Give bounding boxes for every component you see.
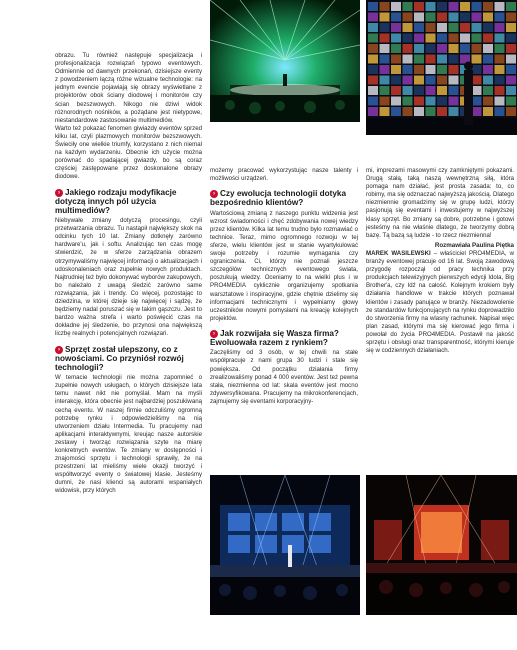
author-bio — [366, 250, 514, 355]
video-wall-tile — [437, 97, 447, 106]
video-wall-tile — [437, 86, 447, 95]
video-wall-tile — [414, 13, 424, 22]
video-wall-tile — [426, 23, 436, 32]
video-wall-tile — [403, 76, 413, 85]
video-wall-tile — [380, 97, 390, 106]
video-wall-tile — [495, 23, 505, 32]
video-wall-tile — [380, 44, 390, 53]
video-wall-tile — [483, 97, 493, 106]
video-wall-tile — [414, 44, 424, 53]
video-wall-tile — [380, 76, 390, 85]
video-wall-tile — [437, 65, 447, 74]
question-heading: › Sprzęt został ulepszony, co z nowościami. Co przyniósł rozwój technologii? — [55, 344, 184, 372]
paragraph: Warto też pokazać fenomen giwiazdy eventów sprzed kilku lat, czyli plazmowych monitorów bezszwowych. Świeciły one wielkie triumfy, korzystano z nich niemal na każdym wydarzeniu. Obecnie ich użycie można porównać do spadającej gwiazdy, bo są coraz częściej zastępowane przez doskonalone obrazy diodowe. — [55, 124, 202, 181]
video-wall-tile — [368, 34, 378, 43]
video-wall-tile — [460, 34, 470, 43]
video-wall-tile — [414, 76, 424, 85]
video-wall-tile — [380, 23, 390, 32]
video-wall-tile — [391, 97, 401, 106]
video-wall-tile — [495, 34, 505, 43]
video-wall-tile — [414, 97, 424, 106]
column-3 — [366, 167, 514, 355]
video-wall-tile — [495, 97, 505, 106]
video-wall-tile — [414, 65, 424, 74]
video-wall-tile — [391, 55, 401, 64]
video-wall-tile — [483, 55, 493, 64]
video-wall-tile — [368, 65, 378, 74]
video-wall-tile — [391, 76, 401, 85]
paragraph: możemy pracować wykorzystując nasze talenty i możliwości urządzeń. — [210, 167, 358, 183]
video-wall-tile — [437, 13, 447, 22]
video-wall-tile — [403, 34, 413, 43]
video-wall-tile — [380, 34, 390, 43]
video-wall-tile — [403, 86, 413, 95]
video-wall-tile — [472, 13, 482, 22]
video-wall-tile — [414, 23, 424, 32]
person-silhouette — [464, 70, 473, 125]
video-wall-tile — [449, 65, 459, 74]
video-wall-tile — [426, 76, 436, 85]
video-wall-tile — [426, 2, 436, 11]
video-wall-tile — [449, 76, 459, 85]
video-wall-tile — [426, 65, 436, 74]
video-wall-tile — [380, 55, 390, 64]
video-wall-tile — [472, 34, 482, 43]
video-wall-tile — [506, 107, 516, 116]
video-wall-tile — [368, 13, 378, 22]
paragraph: Zaczęliśmy od 3 osób, w tej chwili na stałe współpracuje z nami grupa 30 ludzi i stale się powiększa. Od początku działania firmy zrealizowaliśmy ponad 4 000 eventów. Jest też pewna stała, niezmienna od lat: skala eventów jest mocno zdywersyfikowana. Pracujemy na mikrokonferencjach, zajmujemy się eventami korporacyjny- — [210, 349, 358, 405]
video-wall-tile — [449, 44, 459, 53]
video-wall-tile — [449, 2, 459, 11]
video-wall-tile — [368, 55, 378, 64]
concert-stage-photo — [210, 475, 360, 615]
video-wall-tile — [403, 23, 413, 32]
video-wall-tile — [403, 13, 413, 22]
column-1 — [55, 52, 202, 496]
video-wall-tile — [403, 2, 413, 11]
video-wall-tile — [483, 13, 493, 22]
arrow-icon: › — [55, 189, 63, 197]
video-wall-tile — [368, 86, 378, 95]
video-wall-tile — [483, 44, 493, 53]
video-wall-tile — [380, 65, 390, 74]
question-heading: › Jak rozwijała się Wasza firma? Ewoluowała razem z rynkiem? — [210, 328, 339, 348]
video-wall-tile — [483, 107, 493, 116]
video-wall-tile — [391, 2, 401, 11]
video-wall-tile — [506, 86, 516, 95]
video-wall-tile — [437, 76, 447, 85]
video-wall-tile — [495, 65, 505, 74]
video-wall-tile — [403, 97, 413, 106]
video-wall-tile — [460, 2, 470, 11]
screens-stage-photo — [366, 475, 517, 615]
video-wall-tile — [414, 34, 424, 43]
video-wall-tile — [403, 107, 413, 116]
bio-name: MAREK WASILEWSKI — [366, 249, 431, 257]
question-heading: › Jakiego rodzaju modyfikacje dotyczą innych pól użycia multimediów? — [55, 187, 177, 215]
video-wall-tile — [506, 23, 516, 32]
video-wall-tile — [426, 97, 436, 106]
video-wall-tile — [391, 13, 401, 22]
interviewer-signature: Rozmawiała Paulina Piętka — [434, 241, 514, 249]
video-wall-tile — [506, 55, 516, 64]
video-wall-tile — [414, 2, 424, 11]
video-wall-tile — [391, 34, 401, 43]
video-wall-tile — [449, 34, 459, 43]
video-wall-tile — [426, 107, 436, 116]
video-wall-tile — [506, 76, 516, 85]
video-wall-tile — [391, 65, 401, 74]
video-wall-tile — [449, 55, 459, 64]
paragraph: Wartościową zmianą z naszego punktu widzenia jest wzrost świadomości i chęć zdobywania nowej wiedzy przez klientów. Kilka lat temu trudno było rozmawiać o technice. Teraz, mimo ogromnego rozwoju w tej sferze, wielu klientów jest w stanie wyartykułować swoje potrzeby i rozumie wymagania czy ograniczenia. Ci, którzy nie poznali jeszcze szczegółów technicznych eventowego świata, poszukują wiedzy. Oceniamy to na wielki plus i w PRO4MEDIA cyklicznie organizujemy spotkania warsztatowe i inspiracyjne, gdzie chętnie dzielimy się informacjami technicznymi i wypełniamy głowy uczestników nowymi pomysłami na kreację kolejnych projektów. — [210, 209, 358, 322]
column-2 — [210, 167, 358, 406]
paragraph: obrazu. Tu również następuje specjalizacja i profesjonalizacja rozwiązań typowo eventowych. Odmiennie od dawnych przekonań, dzisiejsze eventy z powodzeniem łączą różne wizualne technologie: na jednym evencie pojawiają się obrazy wyświetlane z projektorów obok ściany diodowej i monitorów czy ścian bezszwowych. Nikogo nie dziwi widok różnorodnych nośników, a pożądane jest nietypowe, niestandardowe zastosowanie multimediów. — [55, 52, 202, 124]
paragraph: W temacie technologii nie można zapomnieć o zupełnie nowych usługach, o których dzisiejsze lata temu nawet nikt nie pomyślał. Mam na myśli interakcję, która obecnie jest najbardziej poszukiwaną cechą eventu. W naszej firmie odczuliśmy ogromną potrzebę rynku i odpowiedzieliśmy na nią utworzeniem działu Intermedia. Tu pracujemy nad aplikacjami interaktywnymi, kreując nasze autorskie zestawy i tworząc rozwiązania szyte na miarę konkretnych eventów. Te zmiany w dostępności i znajomości sprzętu i technologii sprawiły, że na przestrzeni lat mieliśmy wiele okazji tworzyć i współtworzyć eventy o światowej klasie. Jesteśmy dumni, że nasi klienci są autorami wspaniałych widowisk, przy których — [55, 374, 202, 495]
video-wall-tile — [414, 107, 424, 116]
video-wall-tile — [380, 107, 390, 116]
video-wall-tile — [506, 13, 516, 22]
video-wall-tile — [391, 107, 401, 116]
video-wall-tile — [506, 65, 516, 74]
video-wall-tile — [368, 2, 378, 11]
video-wall-tile — [506, 34, 516, 43]
video-wall-tile — [368, 107, 378, 116]
video-wall-tile — [483, 76, 493, 85]
video-wall-tile — [506, 2, 516, 11]
video-wall-tile — [380, 2, 390, 11]
video-wall-tile — [483, 34, 493, 43]
arrow-icon: › — [55, 346, 63, 354]
video-wall-tile — [449, 86, 459, 95]
bio-text: – właściciel PRO4MEDIA, w branży eventowej pracuje od 16 lat. Swoją zawodową przygodę rozpoczął od pracy technika przy produkcjach telewizyjnych pierwszych edycji Idola, Big Brother'a, czy Idź na całość. Kolejnym krokiem były działania handlowe w trakcie których poznawał klientów i zasady panujące w branży. Niezadowolenie ze standardów funkcjonujących na rynku doprowadziło do stworzenia firmy na wlasny rachunek. Napisał więc plan zasad, którymi ma się kierować jego firma i powołał do życia PRO4MEDIA. Postawił na jakość sprzętu i obsługi oraz transparentność, którymi kieruje się w codziennych działaniach. — [366, 249, 514, 355]
question-heading: › Czy ewolucja technologii dotyka bezpośrednio klientów? — [210, 189, 347, 208]
video-wall-tile — [483, 2, 493, 11]
video-wall-tile — [437, 107, 447, 116]
video-wall-tile — [495, 2, 505, 11]
video-wall-tile — [368, 23, 378, 32]
video-wall-tile — [495, 55, 505, 64]
paragraph: Niebywałe zmiany dotyczą procesingu, czyli przetwarzania obrazu. Tu nastąpił największy skok na odcinku tych 10 lat. Zmiany dotknęły zarówno hardware'u, jak i softu. Analizując ten czas mogę stwierdzić, że w sferze zarządzania obrazem otrzymywaliśmy najwięcej informacji o aktualizacjach i udoskonaleniach oraz zupełnie nowych produktach. Najtrudniej też było dokonywać wyborów zakupowych, bo należało z uwagą śledzić zarówno same rozwiązania, jak i trendy. Co więcej, pozostając to dziedzina, w której dzieje się najwięcej i sądzę, że będziemy nadal poruszać się w takim gąszczu. Jest to bardzo ważna strefa i warto poświęcić czas na dokładne jej śledzenie, bo przynosi ona największą liczbę realnych i potencjalnych rozwiązań. — [55, 217, 202, 338]
video-wall-tile — [472, 23, 482, 32]
video-wall-tile — [495, 44, 505, 53]
video-wall-tile — [380, 86, 390, 95]
video-wall-tile — [414, 55, 424, 64]
paragraph: mi, imprezami masowymi czy zamkniętymi pokazami. Drugą stałą, taką naszą wewnętrzną siłą, która pomaga nam działać, jest prosta zasada: to, co robimy, ma się odznaczać najwyższą jakością. Dlatego niezmiennie gromadzimy się w grupę ludzi, którzy pasjonują się eventami i inwestujemy w najwyższej klasy sprzęt. Bo zmiany są dobre, potrzebne i gotowi jesteśmy na nie właśnie dlatego, że tworzymy dobrą bazę. Tą bazą są ludzie - to rzecz niezmienna! — [366, 167, 514, 239]
video-wall-tile — [426, 55, 436, 64]
video-wall-tile — [426, 34, 436, 43]
video-wall-tile — [506, 44, 516, 53]
video-wall-tile — [391, 23, 401, 32]
video-wall-tile — [437, 44, 447, 53]
arrow-icon: › — [210, 190, 218, 198]
video-wall-tile — [391, 44, 401, 53]
video-wall-tile — [460, 13, 470, 22]
video-wall-tile — [437, 2, 447, 11]
video-wall-tile — [437, 34, 447, 43]
video-wall-tile — [426, 13, 436, 22]
video-wall-tile — [472, 55, 482, 64]
video-wall-tile — [483, 65, 493, 74]
video-wall-tile — [403, 65, 413, 74]
video-wall-tile — [437, 23, 447, 32]
video-wall-tile — [368, 97, 378, 106]
stage-performance-photo — [210, 0, 360, 122]
video-wall-photo — [366, 0, 517, 135]
video-wall-tile — [506, 97, 516, 106]
video-wall-tile — [426, 86, 436, 95]
video-wall-tile — [449, 13, 459, 22]
video-wall-tile — [449, 97, 459, 106]
video-wall-tile — [368, 76, 378, 85]
video-wall-tile — [403, 44, 413, 53]
video-wall-tile — [414, 86, 424, 95]
arrow-icon: › — [210, 330, 218, 338]
video-wall-tile — [426, 44, 436, 53]
video-wall-tile — [483, 86, 493, 95]
video-wall-tile — [380, 13, 390, 22]
video-wall-tile — [472, 44, 482, 53]
video-wall-tile — [495, 13, 505, 22]
video-wall-tile — [449, 23, 459, 32]
video-wall-tile — [495, 86, 505, 95]
video-wall-tile — [460, 23, 470, 32]
video-wall-tile — [460, 44, 470, 53]
video-wall-tile — [495, 76, 505, 85]
video-wall-tile — [403, 55, 413, 64]
video-wall-tile — [368, 44, 378, 53]
video-wall-tile — [437, 55, 447, 64]
video-wall-tile — [495, 107, 505, 116]
video-wall-tile — [391, 86, 401, 95]
video-wall-tile — [483, 23, 493, 32]
video-wall-tile — [472, 2, 482, 11]
video-wall-tile — [449, 107, 459, 116]
